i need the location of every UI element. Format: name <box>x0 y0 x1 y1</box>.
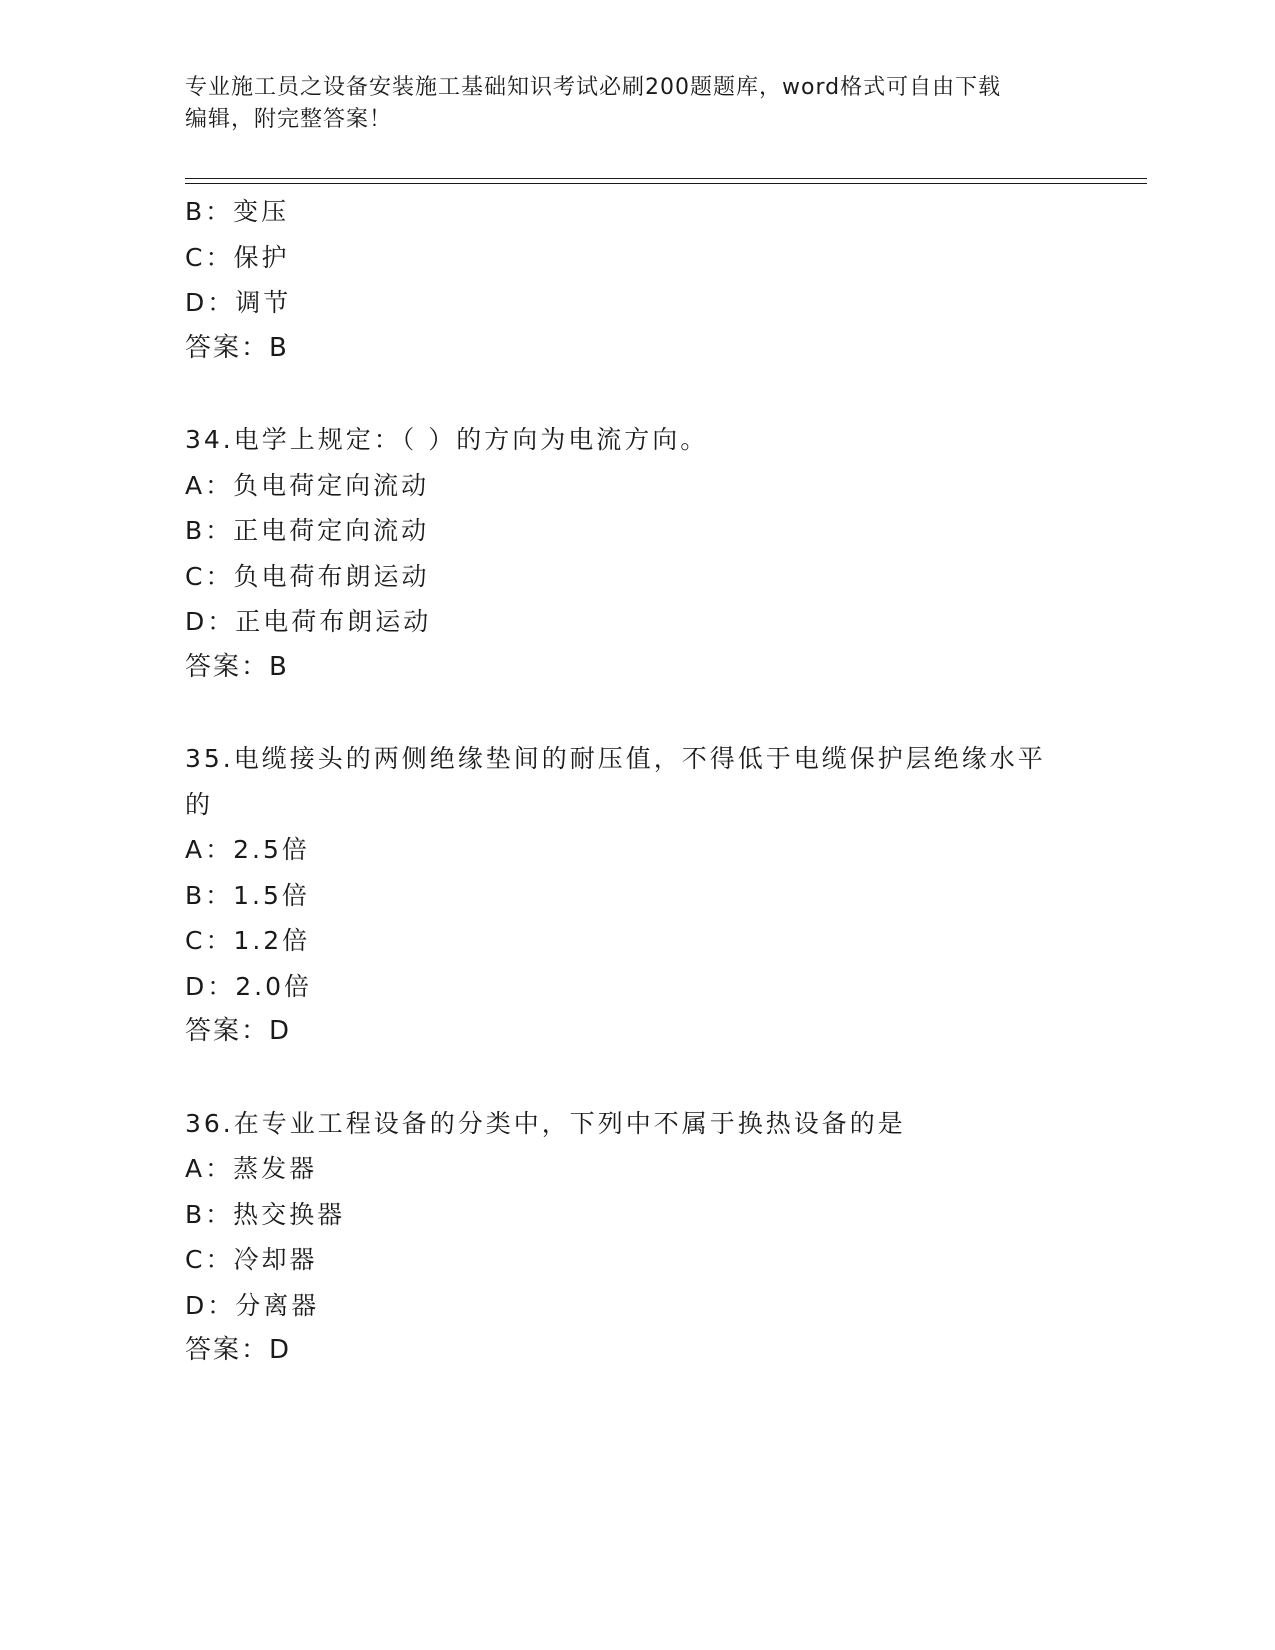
option-c: C：冷却器 <box>185 1245 318 1274</box>
page-header <box>185 72 1065 136</box>
option-c: C：负电荷布朗运动 <box>185 561 430 591</box>
option-d: D：分离器 <box>185 1290 320 1320</box>
question-35 <box>185 736 1085 1055</box>
option-b: B：1.5倍 <box>185 880 310 910</box>
answer-line: 答案：D <box>185 1335 292 1365</box>
question-text: 36.在专业工程设备的分类中，下列中不属于换热设备的是 <box>185 1108 906 1138</box>
header-line-2: 编辑，附完整答案！ <box>185 107 393 132</box>
question-list <box>185 189 1085 1374</box>
option-b: B：变压 <box>185 197 290 226</box>
header-divider-top <box>185 178 1147 179</box>
option-a: A：蒸发器 <box>185 1154 318 1183</box>
answer-line: 答案：B <box>185 651 289 682</box>
option-c: C：保护 <box>185 242 290 272</box>
option-b: B：热交换器 <box>185 1199 346 1229</box>
option-a: A：2.5倍 <box>185 835 310 864</box>
header-line-1: 专业施工员之设备安装施工基础知识考试必刷200题题库，word格式可自由下载 <box>185 75 1002 100</box>
option-c: C：1.2倍 <box>185 926 311 955</box>
option-d: D：调节 <box>185 288 292 317</box>
question-continued <box>185 189 1085 371</box>
question-text: 34.电学上规定：（ ）的方向为电流方向。 <box>185 425 709 454</box>
question-text: 35.电缆接头的两侧绝缘垫间的耐压值，不得低于电缆保护层绝缘水平的 <box>185 744 1046 819</box>
header-divider-bottom <box>185 183 1147 184</box>
question-36 <box>185 1101 1085 1374</box>
answer-line: 答案：B <box>185 332 289 363</box>
question-34 <box>185 417 1085 690</box>
option-d: D：2.0倍 <box>185 971 313 1001</box>
option-d: D：正电荷布朗运动 <box>185 607 432 636</box>
answer-line: 答案：D <box>185 1016 292 1046</box>
option-b: B：正电荷定向流动 <box>185 516 430 545</box>
option-a: A：负电荷定向流动 <box>185 470 430 500</box>
